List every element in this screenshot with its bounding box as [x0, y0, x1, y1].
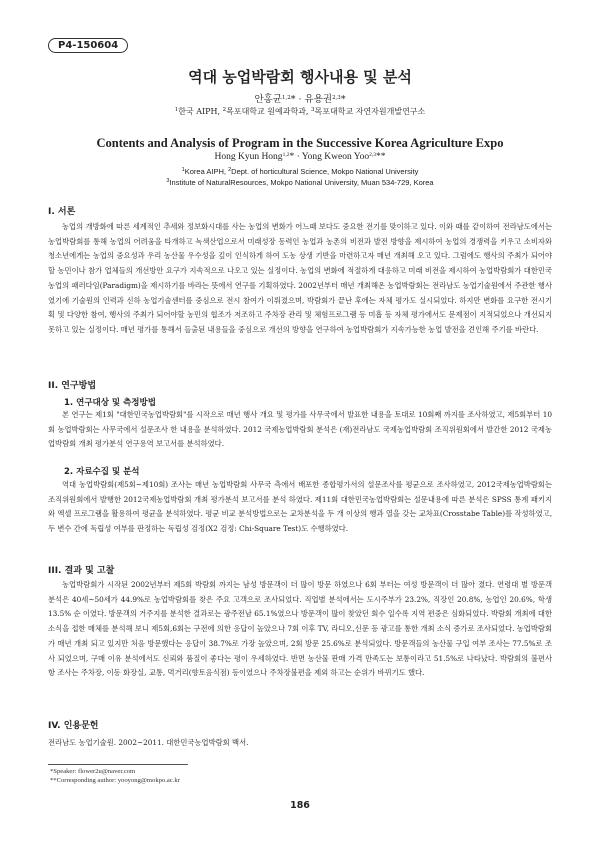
- author-1-affil-sup-en: 1,2: [282, 152, 290, 158]
- affil-1-text: 한국 AIPH,: [178, 107, 223, 116]
- author-2-mark-en: **: [376, 152, 386, 162]
- author-1-mark-en: *: [289, 152, 295, 162]
- section-heading-results: III. 결과 및 고찰: [48, 566, 115, 576]
- affil-2-sup: 2: [222, 107, 227, 113]
- section-heading-references: IV. 인용문헌: [48, 721, 99, 731]
- subheading-methods-2: 2. 자료수집 및 분석: [64, 467, 140, 477]
- paper-title-korean: 역대 농업박람회 행사내용 및 분석: [188, 68, 412, 86]
- affil-3-text: 목포대학교 자연자원개발연구소: [314, 107, 426, 116]
- footnote-divider: [48, 764, 188, 765]
- author-2-name: 유용권: [304, 94, 333, 105]
- page-number: 186: [290, 800, 310, 811]
- affiliations-english-line-2: [0, 178, 600, 187]
- authors-korean: [0, 91, 600, 105]
- affil-en-1-text: Korea AIPH,: [184, 167, 229, 176]
- results-paragraph: 농업박람회가 시작된 2002년부터 제5회 박람회 까지는 남성 방문객이 더 많이 방문 하였으나 6회 부터는 여성 방문객이 더 많아 졌다. 연령대 별 방문객 분석은 40세~50세가 44.9%로 농업박람회를 찾은 주요 고객으로 조사되었다. 직업별 분석에서는 도시주부가 23.2%, 직장인 20.8%, 농업인 20.6%, 학생 13.5% 순 이였다. 방문객의 거주지를 분석한 결과로는 광주전남 65.1%였으나 방문객이 많이 찾았던 회수 일수록 지역 편중은 심화되었다. 박람회 개최에 대한 소식을 접한 매체를 분석해 보니 제5회,6회는 구전에 의한 응답이 높았으나 7회 이후 TV, 라디오,신문 등 광고를 통한 개최 소식 증가로 조사되었다. 농업박람회가 매년 개최 되고 있지만 처음 방문했다는 응답이 38.7%로 가장 높았으며, 2회 방문 25.6%로 분석되었다. 방문객들의 농산물 구입 여부 조사는 77.5%로 조사 되었으며, 구매 이유 분석에서도 신뢰와 품질이 좋다는 평이 우세하였다. 반면 농산물 판매 가격 만족도는 보통이라고 51.5%로 나타났다. 박람회의 불편사항 조사는 주차장, 이동 화장실, 교통, 먹거리(향토음식점) 등이였으나 주차장불편을 제외 하고는 순위가 바뀌기도 했다.: [48, 580, 552, 678]
- affiliations-korean: [0, 106, 600, 117]
- footnote-speaker: *Speaker: flower2u@naver.com: [50, 768, 136, 775]
- paper-title-english: Contents and Analysis of Program in the Successive Korea Agriculture Expo: [96, 136, 504, 150]
- subheading-methods-1: 1. 연구대상 및 측정방법: [64, 398, 156, 408]
- intro-paragraph: 농업의 개방화에 따른 세계적인 추세와 정보화시대를 사는 농업의 변화가 어느때 보다도 중요한 전기를 맞이하고 있다. 이와 때를 같이하여 전라남도에서는 농업박람회를 통해 농업의 어려움을 타개하고 녹색산업으로서 미래성장 동력인 농업과 농촌의 비전과 발전 방향을 제시하여 농업의 경쟁력을 키우고 소비자와 청소년에게는 농업의 중요성과 우리 농산물 우수성을 깊이 인식하게 하여 도농 상생 기반을 마련하고자 매년 개최해 오고 있다. 그럼에도 행사의 주최가 되어야할 농민이나 참가 업체들의 개선방안 요구가 지속적으로 나오고 있는 실정이다. 농업의 변화에 적절하게 대응하고 미래 비전을 제시하여 농업박람회가 대한민국 농업의 패러다임(Paradigm)을 제시하기를 바라는 뜻에서 연구를 기획하였다. 2002년부터 매년 개최해온 농업박람회는 전라남도 농업기술원에서 주관한 행사였기에 기술원의 인력과 신하 농업기술센터를 중심으로 전시 참여가 이뤄졌으며, 박람회가 끝난 후에는 자체 평가도 실시되었다. 하지만 변화를 요구한 전시기획 및 다양한 참여, 행사의 주최가 되어야할 농민의 협조가 저조하고 주차장 관리 및 체험프로그램 등 미흡 등 자체 평가에서도 문제점이 지적되었으나 개선되지 못하고 있는 실정이다. 매년 평가를 통해서 들출된 내용들을 중심으로 개선의 방향을 연구하여 농업박람회가 지속가능한 농업 발전을 견인해 주기를 바란다.: [48, 222, 552, 334]
- paper-id-badge: P4-150604: [48, 38, 128, 53]
- affil-en-2-text: Dept. of horticultural Science, Mokpo National University: [231, 167, 419, 176]
- author-1-affil-sup: 1,2: [281, 95, 291, 101]
- section-heading-methods: II. 연구방법: [48, 381, 97, 391]
- author-1-name: 안홍균: [254, 94, 282, 105]
- author-1-mark: *: [290, 94, 296, 105]
- affil-en-3-sup: 3: [166, 178, 170, 184]
- author-2-affil-sup-en: 2,3: [369, 152, 377, 158]
- author-separator: ·: [295, 94, 305, 105]
- affil-en-3-text: Institute of NaturalResources, Mokpo National University, Muan 534-729, Korea: [169, 178, 434, 187]
- author-1-name-en: Hong Kyun Hong: [214, 152, 283, 162]
- reference-entry: 전라남도 농업기술원. 2002~2011. 대한민국농업박람회 백서.: [48, 738, 249, 747]
- methods-paragraph-1: 본 연구는 제1회 "대한민국농업박람회"를 시작으로 매년 행사 개요 및 평가를 사무국에서 발표한 내용을 토대로 10회째 까지를 조사하였고, 제5회부터 10회 농업박람회는 사무국에서 설문조사 한 내용을 분석하였다. 2012 국제농업박람회 분석은 (재)전라남도 국제농업박람회 조직위원회에서 발간한 2012 국제농업박람회 개최 평가분석 연구용역 보고서를 분석하였다.: [48, 410, 552, 449]
- affil-en-1-sup: 1: [181, 167, 185, 173]
- authors-english: [0, 152, 600, 162]
- affil-en-2-sup: 2: [228, 167, 232, 173]
- affiliations-english-line-1: [0, 167, 600, 176]
- section-heading-intro: I. 서론: [48, 207, 76, 217]
- affil-2-text: 목포대학교 원예과학과,: [226, 107, 312, 116]
- author-2-name-en: Yong Kweon Yoo: [301, 152, 370, 162]
- author-2-mark: *: [340, 94, 346, 105]
- affil-1-sup: 1: [174, 107, 179, 113]
- methods-paragraph-2: 역대 농업박람회(제5회~제10회) 조사는 매년 농업박람회 사무국 측에서 배포한 종합평가서의 설문조사를 평균으로 조사하였고, 2012국제농업박람회는 조직위원회에서 발행한 2012국제농업박람회 개최 평가분석 보고서를 분석 하였다. 제11회 대한민국농업박람회는 설문내용에 따른 분석은 SPSS 통계 패키지와 엑셀 프로그램을 활용하여 평균을 분석하였다. 평균 비교 분석방법으로는 교차분석을 두 개 이상의 행과 열을 갖는 교차표(Crosstabe Table)를 작성하였고, 두 변수 간에 독립성 여부를 판정하는 독립성 검정(X2 검정: Chi-Square Test)도 수행하였다.: [48, 480, 553, 534]
- author-2-affil-sup: 2,3: [332, 95, 341, 101]
- footnote-corresponding-author: **Corresponding author: yooyong@mokpo.ac.kr: [50, 777, 180, 784]
- author-separator-en: ·: [294, 152, 302, 162]
- affil-3-sup: 3: [311, 107, 315, 113]
